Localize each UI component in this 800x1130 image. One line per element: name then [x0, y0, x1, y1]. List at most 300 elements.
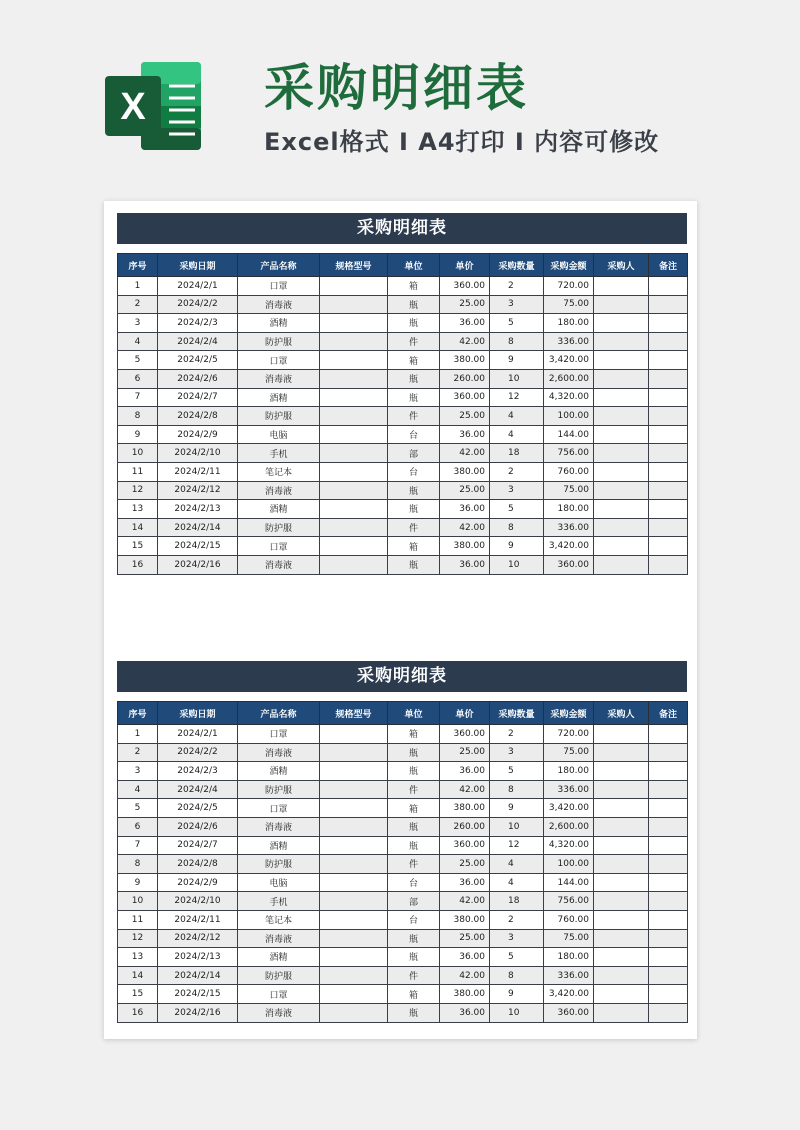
table-cell[interactable]: 5 [490, 500, 544, 519]
table-cell[interactable]: 4 [490, 873, 544, 892]
table-cell[interactable]: 箱 [388, 725, 440, 744]
table-cell[interactable] [649, 500, 688, 519]
table-cell[interactable] [594, 555, 649, 574]
table-cell[interactable]: 3 [490, 295, 544, 314]
table-cell[interactable] [594, 444, 649, 463]
table-cell[interactable]: 336.00 [544, 332, 594, 351]
table-cell[interactable]: 酒精 [238, 948, 320, 967]
table-cell[interactable]: 3 [118, 314, 158, 333]
table-cell[interactable]: 2 [490, 277, 544, 296]
table-cell[interactable]: 8 [118, 855, 158, 874]
table-cell[interactable] [649, 277, 688, 296]
table-cell[interactable] [594, 817, 649, 836]
table-cell[interactable] [649, 314, 688, 333]
table-cell[interactable]: 2024/2/5 [158, 351, 238, 370]
table-cell[interactable] [320, 481, 388, 500]
table-cell[interactable]: 2024/2/13 [158, 948, 238, 967]
table-cell[interactable] [649, 817, 688, 836]
table-cell[interactable]: 瓶 [388, 314, 440, 333]
table-cell[interactable]: 1 [118, 725, 158, 744]
table-cell[interactable]: 电脑 [238, 425, 320, 444]
table-cell[interactable]: 380.00 [440, 462, 490, 481]
table-cell[interactable]: 防护服 [238, 780, 320, 799]
table-cell[interactable]: 2024/2/14 [158, 518, 238, 537]
table-cell[interactable]: 瓶 [388, 929, 440, 948]
table-cell[interactable]: 360.00 [440, 836, 490, 855]
table-cell[interactable]: 4 [118, 780, 158, 799]
table-cell[interactable] [594, 425, 649, 444]
table-cell[interactable]: 电脑 [238, 873, 320, 892]
table-cell[interactable]: 75.00 [544, 929, 594, 948]
table-cell[interactable]: 42.00 [440, 332, 490, 351]
table-cell[interactable]: 酒精 [238, 314, 320, 333]
table-cell[interactable]: 2024/2/3 [158, 314, 238, 333]
table-cell[interactable] [594, 725, 649, 744]
table-cell[interactable]: 件 [388, 966, 440, 985]
table-cell[interactable]: 防护服 [238, 966, 320, 985]
table-cell[interactable]: 2 [118, 743, 158, 762]
table-cell[interactable]: 2024/2/14 [158, 966, 238, 985]
table-cell[interactable]: 36.00 [440, 314, 490, 333]
table-cell[interactable] [320, 948, 388, 967]
table-cell[interactable]: 12 [118, 481, 158, 500]
table-cell[interactable]: 15 [118, 537, 158, 556]
table-cell[interactable]: 6 [118, 817, 158, 836]
table-cell[interactable] [649, 799, 688, 818]
table-cell[interactable]: 8 [118, 407, 158, 426]
table-cell[interactable]: 25.00 [440, 743, 490, 762]
table-cell[interactable]: 10 [490, 555, 544, 574]
table-cell[interactable]: 手机 [238, 892, 320, 911]
table-cell[interactable]: 336.00 [544, 518, 594, 537]
table-cell[interactable]: 3 [118, 762, 158, 781]
table-cell[interactable]: 360.00 [544, 1003, 594, 1022]
table-cell[interactable]: 5 [490, 948, 544, 967]
table-cell[interactable] [649, 407, 688, 426]
table-cell[interactable] [594, 966, 649, 985]
table-cell[interactable] [649, 388, 688, 407]
table-cell[interactable]: 酒精 [238, 500, 320, 519]
table-cell[interactable]: 3,420.00 [544, 799, 594, 818]
table-cell[interactable]: 4 [118, 332, 158, 351]
table-cell[interactable] [594, 369, 649, 388]
table-cell[interactable]: 酒精 [238, 388, 320, 407]
table-cell[interactable]: 9 [490, 799, 544, 818]
table-cell[interactable]: 消毒液 [238, 369, 320, 388]
table-cell[interactable] [649, 369, 688, 388]
table-cell[interactable] [320, 555, 388, 574]
table-cell[interactable]: 180.00 [544, 948, 594, 967]
table-cell[interactable] [649, 425, 688, 444]
table-cell[interactable]: 笔记本 [238, 910, 320, 929]
table-cell[interactable] [320, 910, 388, 929]
table-cell[interactable] [649, 518, 688, 537]
table-cell[interactable]: 2024/2/5 [158, 799, 238, 818]
table-cell[interactable]: 箱 [388, 277, 440, 296]
table-cell[interactable] [649, 855, 688, 874]
table-cell[interactable] [320, 780, 388, 799]
table-cell[interactable]: 4 [490, 855, 544, 874]
table-cell[interactable] [320, 762, 388, 781]
table-cell[interactable]: 3 [490, 929, 544, 948]
table-cell[interactable]: 2024/2/12 [158, 929, 238, 948]
table-cell[interactable] [320, 314, 388, 333]
table-cell[interactable] [649, 836, 688, 855]
table-cell[interactable] [320, 277, 388, 296]
table-cell[interactable]: 4,320.00 [544, 836, 594, 855]
table-cell[interactable] [649, 351, 688, 370]
table-cell[interactable]: 件 [388, 518, 440, 537]
table-cell[interactable] [594, 314, 649, 333]
table-cell[interactable] [594, 780, 649, 799]
table-cell[interactable]: 9 [118, 425, 158, 444]
table-cell[interactable]: 消毒液 [238, 295, 320, 314]
table-cell[interactable]: 2024/2/4 [158, 332, 238, 351]
table-cell[interactable] [594, 985, 649, 1004]
table-cell[interactable]: 箱 [388, 985, 440, 1004]
table-cell[interactable] [320, 425, 388, 444]
table-cell[interactable] [649, 725, 688, 744]
table-cell[interactable]: 360.00 [440, 388, 490, 407]
table-cell[interactable]: 口罩 [238, 351, 320, 370]
table-cell[interactable] [594, 836, 649, 855]
table-cell[interactable] [649, 555, 688, 574]
table-cell[interactable] [649, 966, 688, 985]
table-cell[interactable]: 36.00 [440, 1003, 490, 1022]
table-cell[interactable]: 14 [118, 518, 158, 537]
table-cell[interactable]: 2024/2/9 [158, 425, 238, 444]
table-cell[interactable]: 25.00 [440, 855, 490, 874]
table-cell[interactable]: 380.00 [440, 985, 490, 1004]
table-cell[interactable]: 部 [388, 444, 440, 463]
table-cell[interactable]: 5 [118, 799, 158, 818]
table-cell[interactable]: 380.00 [440, 351, 490, 370]
table-cell[interactable]: 2024/2/15 [158, 985, 238, 1004]
table-cell[interactable]: 4 [490, 425, 544, 444]
table-cell[interactable] [594, 462, 649, 481]
table-cell[interactable]: 9 [118, 873, 158, 892]
table-cell[interactable]: 2024/2/8 [158, 855, 238, 874]
table-cell[interactable]: 2024/2/1 [158, 277, 238, 296]
table-cell[interactable] [320, 369, 388, 388]
table-cell[interactable]: 手机 [238, 444, 320, 463]
table-cell[interactable]: 36.00 [440, 500, 490, 519]
table-cell[interactable] [594, 500, 649, 519]
table-cell[interactable] [320, 500, 388, 519]
table-cell[interactable]: 36.00 [440, 425, 490, 444]
table-cell[interactable] [320, 518, 388, 537]
table-cell[interactable]: 瓶 [388, 500, 440, 519]
table-cell[interactable]: 756.00 [544, 444, 594, 463]
table-cell[interactable]: 12 [490, 388, 544, 407]
table-cell[interactable]: 42.00 [440, 444, 490, 463]
table-cell[interactable]: 100.00 [544, 407, 594, 426]
table-cell[interactable]: 笔记本 [238, 462, 320, 481]
table-cell[interactable]: 9 [490, 537, 544, 556]
table-cell[interactable]: 3,420.00 [544, 985, 594, 1004]
table-cell[interactable]: 36.00 [440, 948, 490, 967]
table-cell[interactable]: 8 [490, 780, 544, 799]
table-cell[interactable]: 720.00 [544, 277, 594, 296]
table-cell[interactable]: 2024/2/10 [158, 892, 238, 911]
table-cell[interactable]: 消毒液 [238, 817, 320, 836]
table-cell[interactable]: 2024/2/11 [158, 462, 238, 481]
table-cell[interactable]: 1 [118, 277, 158, 296]
table-cell[interactable] [320, 929, 388, 948]
table-cell[interactable] [649, 743, 688, 762]
table-cell[interactable]: 口罩 [238, 537, 320, 556]
table-cell[interactable]: 720.00 [544, 725, 594, 744]
table-cell[interactable]: 消毒液 [238, 743, 320, 762]
table-cell[interactable]: 144.00 [544, 873, 594, 892]
table-cell[interactable]: 10 [490, 1003, 544, 1022]
table-cell[interactable] [594, 855, 649, 874]
table-cell[interactable]: 5 [490, 314, 544, 333]
table-cell[interactable]: 消毒液 [238, 929, 320, 948]
table-cell[interactable] [594, 481, 649, 500]
table-cell[interactable]: 260.00 [440, 817, 490, 836]
table-cell[interactable] [320, 332, 388, 351]
table-cell[interactable] [594, 277, 649, 296]
table-cell[interactable]: 2024/2/2 [158, 295, 238, 314]
table-cell[interactable]: 2024/2/12 [158, 481, 238, 500]
table-cell[interactable]: 760.00 [544, 910, 594, 929]
table-cell[interactable] [649, 537, 688, 556]
table-cell[interactable]: 2024/2/15 [158, 537, 238, 556]
table-cell[interactable]: 36.00 [440, 762, 490, 781]
table-cell[interactable] [320, 295, 388, 314]
table-cell[interactable]: 9 [490, 351, 544, 370]
table-cell[interactable]: 2024/2/7 [158, 388, 238, 407]
table-cell[interactable]: 3 [490, 743, 544, 762]
table-cell[interactable]: 件 [388, 855, 440, 874]
table-cell[interactable]: 瓶 [388, 836, 440, 855]
table-cell[interactable] [649, 948, 688, 967]
table-cell[interactable]: 12 [490, 836, 544, 855]
table-cell[interactable] [594, 799, 649, 818]
table-cell[interactable] [594, 892, 649, 911]
table-cell[interactable]: 11 [118, 910, 158, 929]
table-cell[interactable]: 42.00 [440, 966, 490, 985]
table-cell[interactable]: 11 [118, 462, 158, 481]
table-cell[interactable]: 10 [490, 369, 544, 388]
table-cell[interactable]: 180.00 [544, 762, 594, 781]
table-cell[interactable] [320, 855, 388, 874]
table-cell[interactable]: 336.00 [544, 780, 594, 799]
table-cell[interactable]: 台 [388, 462, 440, 481]
table-cell[interactable]: 756.00 [544, 892, 594, 911]
table-cell[interactable]: 8 [490, 332, 544, 351]
table-cell[interactable]: 件 [388, 407, 440, 426]
table-cell[interactable]: 7 [118, 836, 158, 855]
table-cell[interactable]: 2024/2/4 [158, 780, 238, 799]
table-cell[interactable] [594, 929, 649, 948]
table-cell[interactable]: 台 [388, 873, 440, 892]
table-cell[interactable]: 口罩 [238, 799, 320, 818]
table-cell[interactable]: 口罩 [238, 985, 320, 1004]
table-cell[interactable]: 2 [490, 462, 544, 481]
table-cell[interactable]: 防护服 [238, 855, 320, 874]
table-cell[interactable]: 12 [118, 929, 158, 948]
table-cell[interactable]: 2024/2/1 [158, 725, 238, 744]
table-cell[interactable] [320, 351, 388, 370]
table-cell[interactable]: 760.00 [544, 462, 594, 481]
table-cell[interactable] [320, 836, 388, 855]
table-cell[interactable]: 360.00 [544, 555, 594, 574]
table-cell[interactable]: 380.00 [440, 910, 490, 929]
table-cell[interactable]: 酒精 [238, 762, 320, 781]
table-cell[interactable]: 2024/2/7 [158, 836, 238, 855]
table-cell[interactable]: 瓶 [388, 295, 440, 314]
table-cell[interactable]: 2024/2/13 [158, 500, 238, 519]
table-cell[interactable] [594, 518, 649, 537]
table-cell[interactable] [649, 929, 688, 948]
table-cell[interactable]: 75.00 [544, 743, 594, 762]
table-cell[interactable]: 180.00 [544, 500, 594, 519]
table-cell[interactable]: 25.00 [440, 407, 490, 426]
table-cell[interactable]: 口罩 [238, 277, 320, 296]
table-cell[interactable]: 18 [490, 444, 544, 463]
table-cell[interactable]: 10 [118, 892, 158, 911]
table-cell[interactable]: 25.00 [440, 295, 490, 314]
table-cell[interactable]: 3,420.00 [544, 351, 594, 370]
table-cell[interactable] [594, 407, 649, 426]
table-cell[interactable] [594, 388, 649, 407]
table-cell[interactable]: 75.00 [544, 295, 594, 314]
table-cell[interactable]: 2024/2/16 [158, 1003, 238, 1022]
table-cell[interactable]: 2024/2/10 [158, 444, 238, 463]
table-cell[interactable]: 瓶 [388, 743, 440, 762]
table-cell[interactable] [320, 799, 388, 818]
table-cell[interactable]: 360.00 [440, 725, 490, 744]
table-cell[interactable]: 10 [118, 444, 158, 463]
table-cell[interactable]: 25.00 [440, 481, 490, 500]
table-cell[interactable]: 2024/2/11 [158, 910, 238, 929]
table-cell[interactable] [649, 873, 688, 892]
table-cell[interactable]: 箱 [388, 537, 440, 556]
table-cell[interactable]: 消毒液 [238, 1003, 320, 1022]
table-cell[interactable]: 13 [118, 948, 158, 967]
table-cell[interactable]: 36.00 [440, 555, 490, 574]
table-cell[interactable]: 2,600.00 [544, 817, 594, 836]
table-cell[interactable] [594, 743, 649, 762]
table-cell[interactable]: 瓶 [388, 555, 440, 574]
table-cell[interactable]: 380.00 [440, 537, 490, 556]
table-cell[interactable]: 18 [490, 892, 544, 911]
table-cell[interactable]: 36.00 [440, 873, 490, 892]
table-cell[interactable] [320, 985, 388, 1004]
table-cell[interactable]: 42.00 [440, 780, 490, 799]
table-cell[interactable]: 13 [118, 500, 158, 519]
table-cell[interactable] [594, 537, 649, 556]
table-cell[interactable] [320, 892, 388, 911]
table-cell[interactable]: 3,420.00 [544, 537, 594, 556]
table-cell[interactable]: 2024/2/16 [158, 555, 238, 574]
table-cell[interactable]: 336.00 [544, 966, 594, 985]
table-cell[interactable]: 台 [388, 425, 440, 444]
table-cell[interactable] [649, 780, 688, 799]
table-cell[interactable]: 消毒液 [238, 481, 320, 500]
table-cell[interactable]: 2024/2/2 [158, 743, 238, 762]
table-cell[interactable] [594, 332, 649, 351]
table-cell[interactable]: 瓶 [388, 817, 440, 836]
table-cell[interactable]: 防护服 [238, 332, 320, 351]
table-cell[interactable]: 酒精 [238, 836, 320, 855]
table-cell[interactable]: 8 [490, 966, 544, 985]
table-cell[interactable] [649, 444, 688, 463]
table-cell[interactable]: 15 [118, 985, 158, 1004]
table-cell[interactable]: 2 [490, 910, 544, 929]
table-cell[interactable]: 100.00 [544, 855, 594, 874]
table-cell[interactable] [320, 537, 388, 556]
table-cell[interactable]: 件 [388, 332, 440, 351]
table-cell[interactable] [320, 462, 388, 481]
table-cell[interactable]: 4,320.00 [544, 388, 594, 407]
table-cell[interactable]: 瓶 [388, 1003, 440, 1022]
table-cell[interactable] [594, 910, 649, 929]
table-cell[interactable]: 16 [118, 555, 158, 574]
table-cell[interactable] [320, 444, 388, 463]
table-cell[interactable] [594, 762, 649, 781]
table-cell[interactable]: 42.00 [440, 518, 490, 537]
table-cell[interactable]: 25.00 [440, 929, 490, 948]
table-cell[interactable]: 消毒液 [238, 555, 320, 574]
table-cell[interactable]: 口罩 [238, 725, 320, 744]
table-cell[interactable]: 8 [490, 518, 544, 537]
table-cell[interactable] [320, 407, 388, 426]
table-cell[interactable] [594, 948, 649, 967]
table-cell[interactable] [320, 388, 388, 407]
table-cell[interactable]: 2024/2/8 [158, 407, 238, 426]
table-cell[interactable]: 箱 [388, 351, 440, 370]
table-cell[interactable] [649, 295, 688, 314]
table-cell[interactable]: 2024/2/6 [158, 817, 238, 836]
table-cell[interactable]: 14 [118, 966, 158, 985]
table-cell[interactable]: 瓶 [388, 762, 440, 781]
table-cell[interactable]: 16 [118, 1003, 158, 1022]
table-cell[interactable]: 防护服 [238, 518, 320, 537]
table-cell[interactable] [320, 1003, 388, 1022]
table-cell[interactable] [649, 462, 688, 481]
table-cell[interactable]: 144.00 [544, 425, 594, 444]
table-cell[interactable]: 4 [490, 407, 544, 426]
table-cell[interactable]: 瓶 [388, 481, 440, 500]
table-cell[interactable] [320, 743, 388, 762]
table-cell[interactable]: 10 [490, 817, 544, 836]
table-cell[interactable] [649, 332, 688, 351]
table-cell[interactable] [649, 481, 688, 500]
table-cell[interactable]: 台 [388, 910, 440, 929]
table-cell[interactable]: 件 [388, 780, 440, 799]
table-cell[interactable]: 7 [118, 388, 158, 407]
table-cell[interactable]: 260.00 [440, 369, 490, 388]
table-cell[interactable]: 2 [490, 725, 544, 744]
table-cell[interactable]: 瓶 [388, 369, 440, 388]
table-cell[interactable] [320, 725, 388, 744]
table-cell[interactable]: 5 [490, 762, 544, 781]
table-cell[interactable]: 2024/2/9 [158, 873, 238, 892]
table-cell[interactable] [320, 966, 388, 985]
table-cell[interactable] [594, 873, 649, 892]
table-cell[interactable]: 42.00 [440, 892, 490, 911]
table-cell[interactable] [594, 351, 649, 370]
table-cell[interactable]: 5 [118, 351, 158, 370]
table-cell[interactable]: 防护服 [238, 407, 320, 426]
table-cell[interactable]: 瓶 [388, 948, 440, 967]
table-cell[interactable]: 2024/2/6 [158, 369, 238, 388]
table-cell[interactable]: 2 [118, 295, 158, 314]
table-cell[interactable]: 箱 [388, 799, 440, 818]
